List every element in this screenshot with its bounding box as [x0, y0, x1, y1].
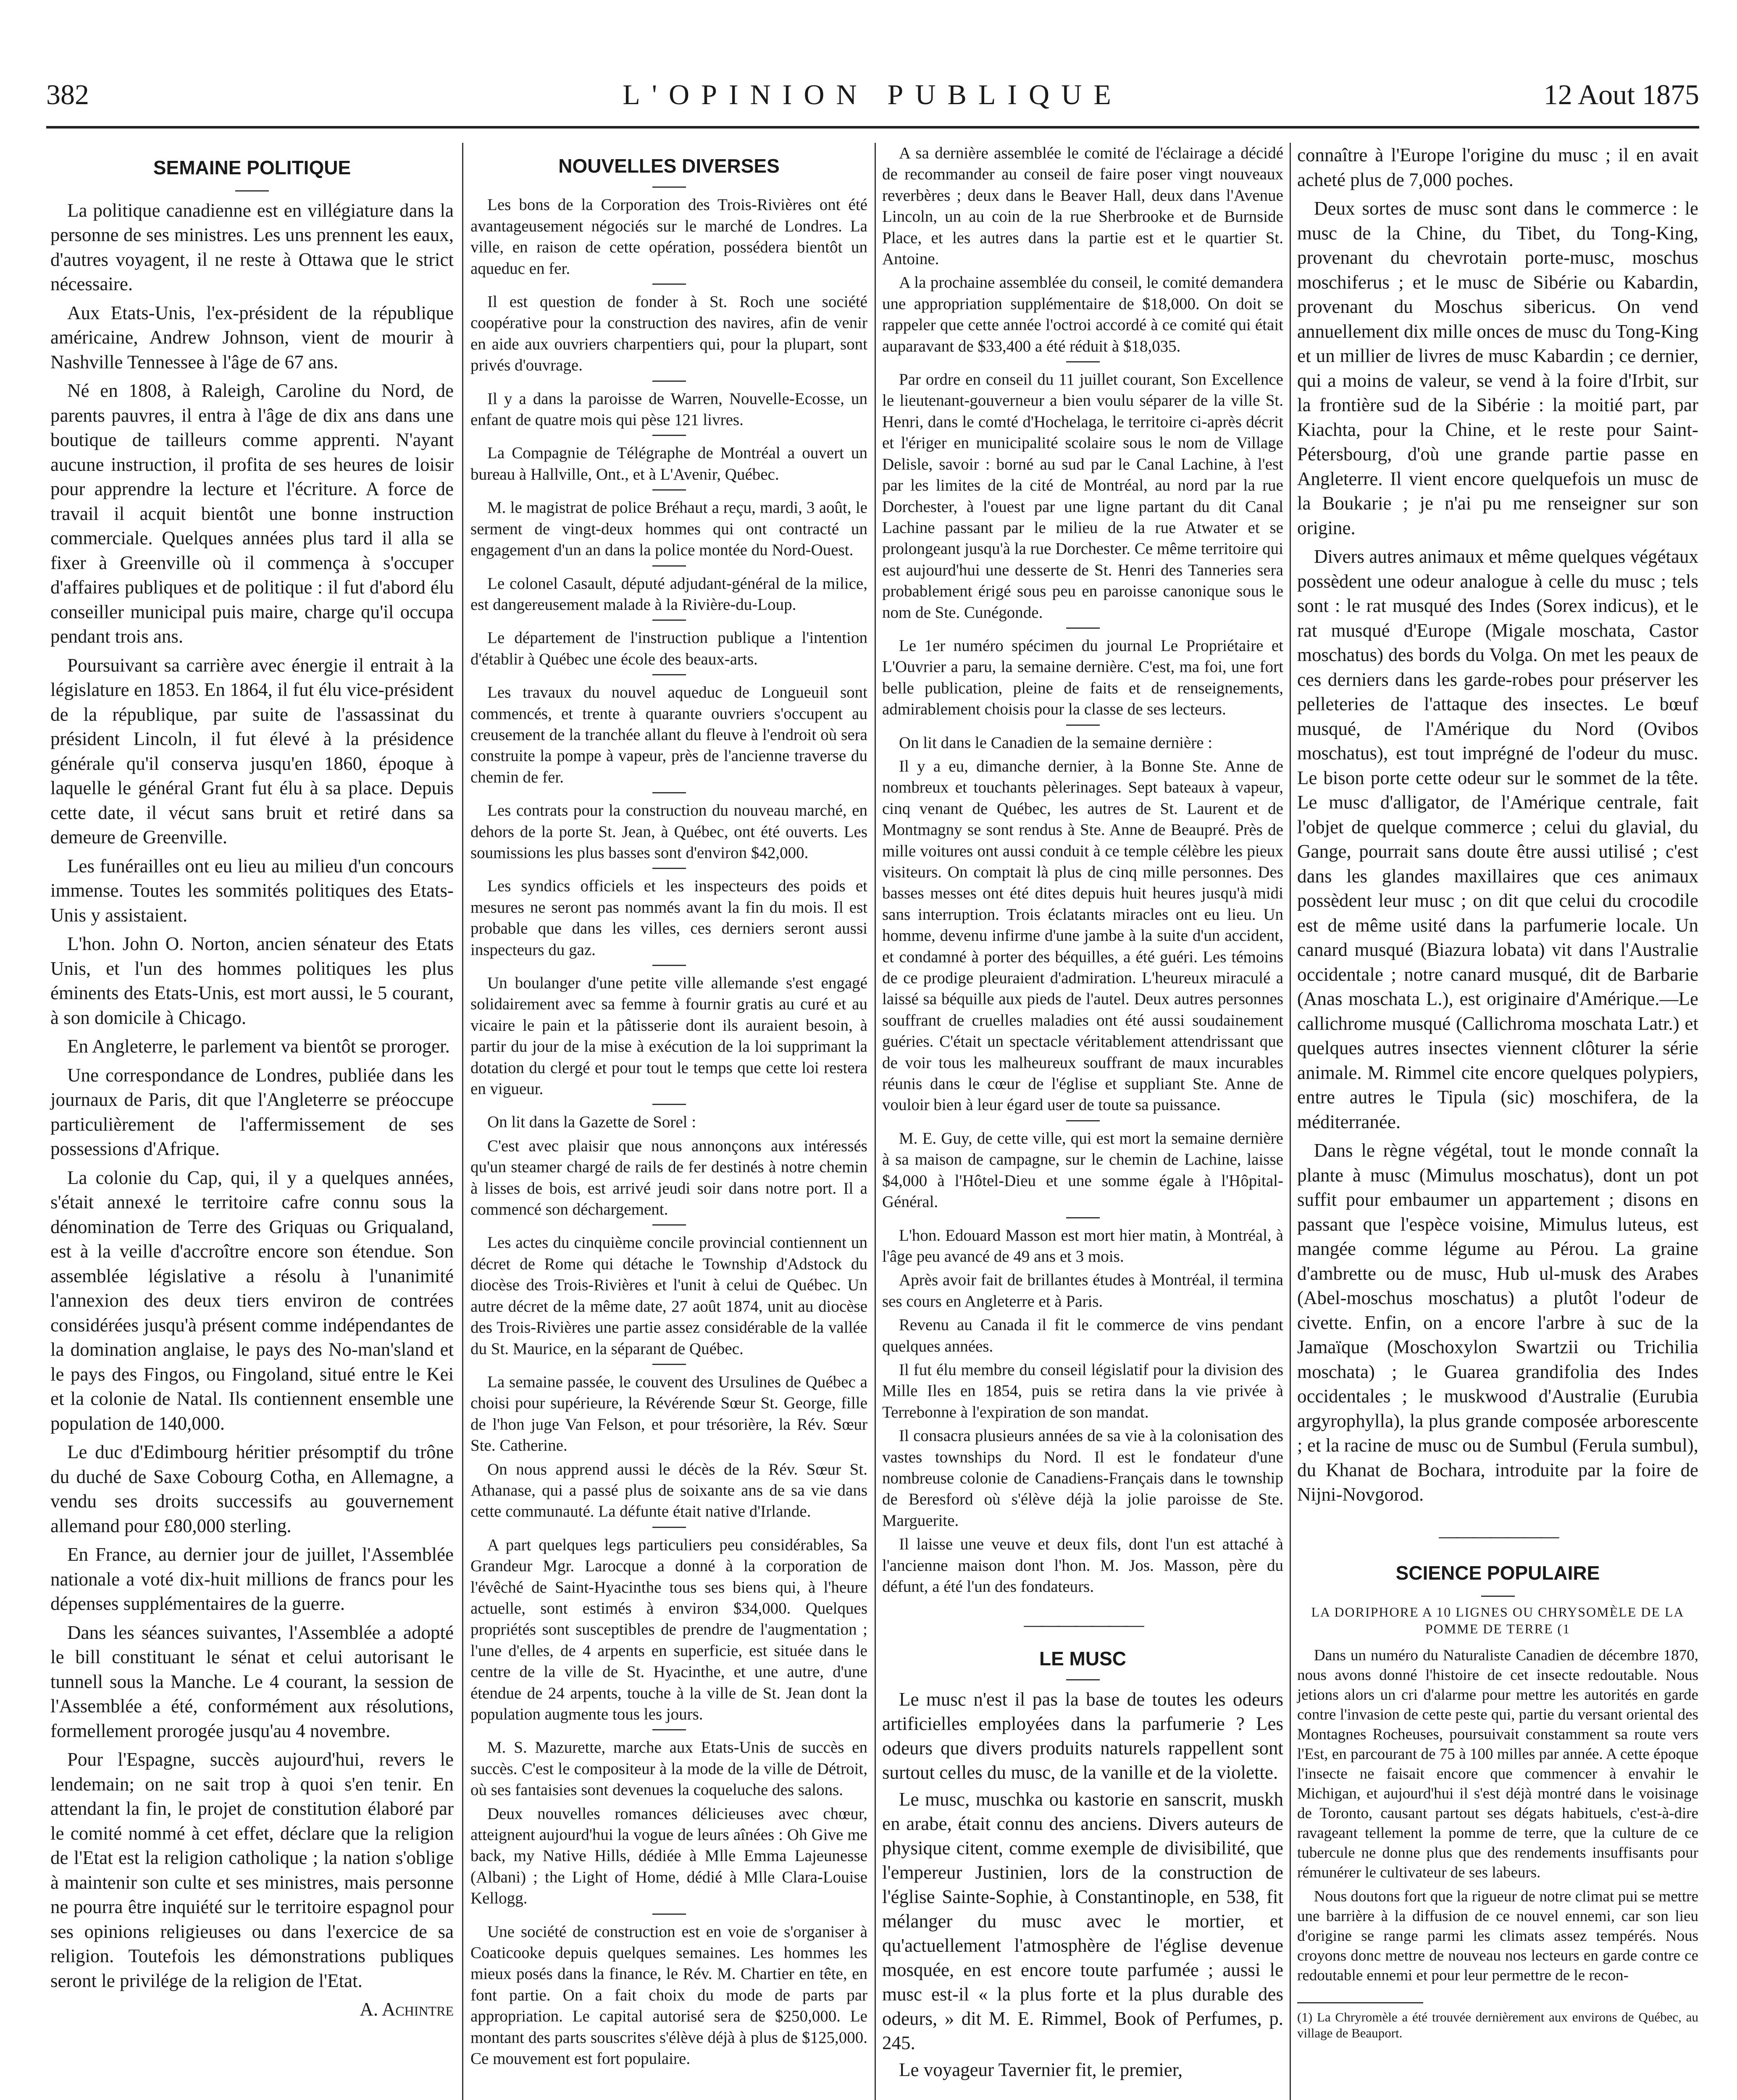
item-separator — [652, 565, 686, 567]
section-ornament: ——————— — [1024, 1614, 1142, 1635]
item-separator — [652, 965, 686, 966]
section-title: LE MUSC — [1039, 1647, 1126, 1670]
news-item: Après avoir fait de brillantes études à Montréal, il termina ses cours en Angleterre et à Paris. — [882, 1271, 1283, 1310]
news-item: Il y a dans la paroisse de Warren, Nouvelle-Ecosse, un enfant de quatre mois qui pèse 121 livres. — [470, 389, 867, 429]
article-paragraph: Poursuivant sa carrière avec énergie il entrait à la législature en 1853. En 1864, il fut élu vice-président de la république, par suite de l'assassinat du président Lincoln, il fut élevé à la présidence générale qu'il conserva jusqu'en 1860, époque à laquelle le général Grant fut élu à sa place. Depuis cette date, il vécut sans bruit et retiré dans sa demeure de Greenville. — [50, 654, 454, 848]
article-paragraph: Né en 1808, à Raleigh, Caroline du Nord, de parents pauvres, il entra à l'âge de dix ans dans une boutique de tailleurs comme apprenti. N'ayant aucune instruction, il profita de ses heures de loisir pour apprendre la lecture et l'écriture. A force de travail il acquit bientôt une bonne instruction commerciale. Quelques années plus tard il alla se fixer à Greenville où il commença à s'occuper d'affaires publiques et de politique : il fut d'abord élu conseiller municipal puis maire, charge qu'il occupa pendant trois ans. — [50, 380, 454, 647]
column-divider — [462, 143, 463, 2100]
article-paragraph: Dans les séances suivantes, l'Assemblée a adopté le bill constituant le sénat et celui autorisant le tunnell sous la Manche. Le 4 courant, la session de l'Assemblée a été, conformément aux résolutions, formellement prorogée jusqu'au 4 novembre. — [50, 1622, 454, 1741]
article-paragraph: En France, au dernier jour de juillet, l'Assemblée nationale a voté dix-huit millions de francs pour les dépenses supplémentaires de la guerre. — [50, 1544, 454, 1614]
article-body — [882, 1687, 1283, 2082]
item-separator — [652, 1527, 686, 1528]
section-title: NOUVELLES DIVERSES — [558, 155, 780, 177]
footnote-rule — [1297, 2002, 1423, 2003]
item-separator — [652, 868, 686, 869]
news-item: Il fut élu membre du conseil législatif pour la division des Mille Iles en 1854, puis se retira dans la vie privée à Terrebonne à l'expiration de son mandat. — [882, 1360, 1283, 1421]
news-item: M. le magistrat de police Bréhaut a reçu, mardi, 3 août, le serment de vingt-deux hommes qui ont contracté un engagement d'un an dans la police montée du Nord-Ouest. — [470, 499, 867, 559]
news-item: Il laisse une veuve et deux fils, dont l'un est attaché à l'ancienne maison dont l'hon. M. Jos. Masson, père du défunt, a été l'un des fondateurs. — [882, 1535, 1283, 1596]
article-paragraph: Les funérailles ont eu lieu au milieu d'un concours immense. Toutes les sommités politiques des Etats-Unis y assistaient. — [50, 855, 454, 926]
section-ornament: ——————— — [1439, 1525, 1557, 1546]
item-separator — [1066, 724, 1100, 726]
news-item: Une société de construction est en voie de s'organiser à Coaticooke depuis quelques semaines. Les hommes les mieux posés dans la finance, le Rév. M. Chartier en tête, en font partie. On a fait choix du mode de parts par appropriation. Le capital autorisé sera de $250,000. Le montant des parts souscrites s'élève déjà à plus de $125,000. Ce mouvement est fort populaire. — [470, 1922, 867, 2068]
article-paragraph: La colonie du Cap, qui, il y a quelques années, s'était annexé le territoire cafre connu sous la dénomination de Terre des Griquas ou Griqualand, est à la veille d'accroître encore son étendue. Son assemblée législative a résolu à l'unanimité l'annexion des deux tiers environ de contrées considérées jusqu'à présent comme indépendantes de la domination anglaise, le pays des No-man'sland et le pays des Fingos, ou Fingoland, situé entre le Kei et la colonie de Natal. Ils contiennent ensemble une population de 140,000. — [50, 1167, 454, 1434]
item-separator — [1066, 1120, 1100, 1121]
header-rule — [46, 126, 1699, 129]
news-item: Les bons de la Corporation des Trois-Rivières ont été avantageusement négociés sur le marché de Londres. La ville, en raison de cette opération, possédera bientôt un aqueduc en fer. — [470, 196, 867, 278]
title-rule — [1481, 1596, 1515, 1597]
title-rule — [652, 186, 686, 188]
news-item: Il est question de fonder à St. Roch une société coopérative pour la construction des navires, afin de venir en aide aux ouvriers charpentiers qui, pour la plupart, sont privés d'ouvrage. — [470, 293, 867, 375]
news-item: M. S. Mazurette, marche aux Etats-Unis de succès en succès. C'est le compositeur à la mode de la ville de Détroit, où ses fantaisies sont devenues la coqueluche des salons. — [470, 1738, 867, 1799]
item-separator — [652, 1729, 686, 1730]
news-item: Revenu au Canada il fit le commerce de vins pendant quelques années. — [882, 1316, 1283, 1355]
news-item: A sa dernière assemblée le comité de l'éclairage a décidé de recommander au conseil de faire poser vingt nouveaux reverbères ; deux dans le Beaver Hall, deux dans l'Avenue Lincoln, un au coin de la rue Sherbrooke et de Burnside Place, et les autres dans la partie est et le quartier St. Antoine. — [882, 144, 1283, 268]
article-paragraph: Dans un numéro du Naturaliste Canadien de décembre 1870, nous avons donné l'histoire de cet insecte redoutable. Nous jetions alors un cri d'alarme pour mettre les autorités en garde contre l'invasion de cette peste qui, partie du versant oriental des Montagnes Rocheuses, poursuivait constamment sa route vers l'Est, en parcourant de 75 à 100 milles par année. A cette époque l'insecte ne faisait encore que commencer à envahir le Michigan, et aujourd'hui il s'est déjà montré dans le voisinage de Toronto, causant partout ses dégats habituels, c'est-à-dire ravageant tellement la pomme de terre, que la culture de ce tubercule ne donne plus que des rendements insuffisants pour rémunérer le cultivateur de ses labeurs. — [1297, 1646, 1698, 1881]
column-divider — [875, 143, 876, 2100]
news-item: L'hon. Edouard Masson est mort hier matin, à Montréal, à l'âge peu avancé de 49 ans et 3 mois. — [882, 1226, 1283, 1265]
article-paragraph: L'hon. John O. Norton, ancien sénateur des Etats Unis, et l'un des hommes politiques les plus éminents des Etats-Unis, est mort aussi, le 5 courant, à son domicile à Chicago. — [50, 933, 454, 1028]
news-item: La Compagnie de Télégraphe de Montréal a ouvert un bureau à Hallville, Ont., et à L'Avenir, Québec. — [470, 444, 867, 483]
item-separator — [652, 381, 686, 382]
page-header — [46, 78, 1699, 124]
news-item: On lit dans la Gazette de Sorel : — [487, 1113, 696, 1131]
news-item: Deux nouvelles romances délicieuses avec chœur, atteignent aujourd'hui la vogue de leurs aînées : Oh Give me back, my Native Hills, dédiée à Mlle Emma Lajeunesse (Albani) ; the Light of Home, dédié à Mlle Clara-Louise Kellogg. — [470, 1804, 867, 1908]
title-rule — [1066, 1679, 1100, 1680]
article-paragraph: connaître à l'Europe l'origine du musc ; il en avait acheté plus de 7,000 poches. — [1297, 144, 1698, 190]
article-body — [1297, 1646, 1698, 1985]
item-separator — [652, 1914, 686, 1915]
news-item: A part quelques legs particuliers peu considérables, Sa Grandeur Mgr. Larocque a donné à la corporation de l'évêché de Saint-Hyacinthe tous ses biens qui, à l'heure actuelle, sont estimés à environ $34,000. Quelques propriétés sont susceptibles de prendre de l'augmentation ; l'une d'elles, de 4 arpents en superficie, est située dans le centre de la ville de St. Hyacinthe, et une autre, d'une étendue de 24 arpents, touche à la ville de St. Jean dont la population augmente tous les jours. — [470, 1536, 867, 1723]
item-separator — [652, 1224, 686, 1226]
column-semaine-politique — [50, 151, 454, 2022]
item-separator — [652, 284, 686, 285]
news-item: On nous apprend aussi le décès de la Rév. Sœur St. Athanase, qui a passé plus de soixante ans de sa vie dans cette communauté. La défunte était native d'Irlande. — [470, 1460, 867, 1521]
article-paragraph: Le duc d'Edimbourg héritier présomptif du trône du duché de Saxe Cobourg Cotha, en Allemagne, a vendu ses droits successifs au gouvernement allemand pour £80,000 sterling. — [50, 1441, 454, 1536]
item-separator — [1066, 627, 1100, 629]
issue-date: 12 Aout 1875 — [1543, 79, 1699, 110]
column-nouvelles-diverses — [470, 151, 867, 2072]
item-separator — [652, 792, 686, 793]
article-paragraph: Une correspondance de Londres, publiée dans les journaux de Paris, dit que l'Angleterre se préoccupe particulièrement de l'affermissement de ses possessions d'Afrique. — [50, 1064, 454, 1159]
article-paragraph: Nous doutons fort que la rigueur de notre climat pui se mettre une barrière à la diffusion de ce nouvel ennemi, car son lieu d'origine se range parmi les climats assez tempérés. Nous croyons donc mettre de nouveau nos lecteurs en garde contre ce redoutable ennemi et pour leur permettre de le recon- — [1297, 1887, 1698, 1984]
item-separator — [1066, 361, 1100, 362]
item-separator — [652, 489, 686, 491]
article-paragraph: Le voyageur Tavernier fit, le premier, — [899, 2059, 1183, 2081]
article-paragraph: La politique canadienne est en villégiature dans la personne de ses ministres. Les uns prennent les eaux, d'autres voyagent, il ne reste à Ottawa que le strict nécessaire. — [50, 200, 454, 294]
news-item: La semaine passée, le couvent des Ursulines de Québec a choisi pour supérieure, la Révérende Sœur St. George, fille de l'hon juge Van Felson, et pour trésorière, la Rév. Sœur Ste. Catherine. — [470, 1373, 867, 1455]
article-paragraph: Pour l'Espagne, succès aujourd'hui, revers le lendemain; on ne sait trop à quoi s'en tenir. En attendant la fin, le projet de constitution élaboré par le comité nommé à cet effet, déclare que la religion de l'Etat est la religion catholique ; la nation s'oblige à maintenir son culte et ses ministres, mais personne ne pourra être inquiété sur le territoire espagnol pour ses opinions religieuses ou dans l'exercice de sa religion. Toutefois les démonstrations publiques seront le privilége de la religion de l'Etat. — [50, 1749, 454, 1991]
news-item: Un boulanger d'une petite ville allemande s'est engagé solidairement avec sa femme à fournir gratis au curé et au vicaire le pain et la pâtisserie dont ils auraient besoin, à partir du jour de la mise à exécution de la loi supprimant la dotation du clergé et pour tout le temps que cette loi restera en vigueur. — [470, 974, 867, 1098]
article-paragraph: Deux sortes de musc sont dans le commerce : le musc de la Chine, du Tibet, du Tong-King, provenant du chevrotain porte-musc, moschus moschiferus ; et le musc de Sibérie ou Kabardin, provenant du Moschus sibericus. On vend annuellement dix mille onces de musc du Tong-King et un millier de livres de musc Kabardin ; ce dernier, qui a moins de valeur, se vend à la foire d'Irbit, sur la frontière sud de la Sibérie : la moitié part, par Kiachta, pour la Chine, et le reste pour Saint-Pétersbourg, d'où une grande partie passe en Angleterre. Il vient encore quelquefois un musc de la Boukarie ; je n'ai pu me renseigner sur son origine. — [1297, 198, 1698, 538]
author-signature: A. Achintre — [360, 1999, 454, 2020]
item-separator — [1066, 1217, 1100, 1218]
article-paragraph: Le musc, muschka ou kastorie en sanscrit, muskh en arabe, était connu des anciens. Divers auteurs de physique citent, comme exemple de divisibilité, que l'empereur Justinien, lors de la construction de l'église Sainte-Sophie, à Constantinople, en 538, fit mélanger du musc avec le mortier, et qu'actuellement l'atmosphère de l'église devenue mosquée, en est encore toute parfumée ; aussi le musc est-il « la plus forte et la plus durable des odeurs, » dit M. E. Rimmel, Book of Perfumes, p. 245. — [882, 1789, 1283, 2054]
title-rule — [235, 190, 269, 192]
article-paragraph: Divers autres animaux et même quelques végétaux possèdent une odeur analogue à celle du musc ; tels sont : le rat musqué des Indes (Sorex indicus), et le rat musqué d'Europe (Migale moschata, Castor moschatus) des bords du Volga. On met les peaux de ces derniers dans les garde-robes pour préserver les pelleteries de l'attaque des insectes. Le bœuf musqué, de l'Amérique du Nord (Ovibos moschatus), est tout imprégné de l'odeur du musc. Le bison porte cette odeur sur le sommet de la tête. Le musc d'alligator, de l'Amérique centrale, fait l'objet de quelque commerce ; celui du glavial, du Gange, pourrait sans doute être aussi utilisé ; c'est dans les glandes maxillaires que ces animaux possèdent leur musc ; on dit que celui du crocodile est de même usité dans la parfumerie locale. Un canard musqué (Biazura lobata) vit dans l'Australie occidentale ; notre canard musqué, dit de Barbarie (Anas moschata L.), est originaire d'Amérique.—Le callichrome musqué (Callichroma moschata Latr.) et quelques autres insectes viennent clôturer la série animale. M. Rimmel cite encore quelques polypiers, entre autres le Tipula (sic) moschifera, de la méditerranée. — [1297, 546, 1698, 1132]
article-subheading: LA DORIPHORE A 10 LIGNES OU CHRYSOMÈLE DE LA POMME DE TERRE (1 — [1311, 1604, 1684, 1636]
article-paragraph: Aux Etats-Unis, l'ex-président de la république américaine, Andrew Johnson, vient de mourir à Nashville Tennessee à l'âge de 67 ans. — [50, 302, 454, 373]
column-divider — [1290, 143, 1291, 2100]
news-item: Les travaux du nouvel aqueduc de Longueuil sont commencés, et trente à quarante ouvriers s'occupent au creusement de la tranchée allant du fleuve à l'endroit où sera construite la pompe à vapeur, près de l'ancienne traverse du chemin de fer. — [470, 683, 867, 786]
news-item: Le département de l'instruction publique a l'intention d'établir à Québec une école des beaux-arts. — [470, 629, 867, 668]
news-item: On lit dans le Canadien de la semaine dernière : — [899, 733, 1213, 752]
item-separator — [652, 674, 686, 675]
news-item: M. E. Guy, de cette ville, qui est mort la semaine dernière à sa maison de campagne, sur le chemin de Lachine, laisse $4,000 à l'Hôtel-Dieu et une somme égale à l'Hôpital-Général. — [882, 1129, 1283, 1211]
news-item: Il y a eu, dimanche dernier, à la Bonne Ste. Anne de nombreux et touchants pèlerinages. Sept bateaux à vapeur, cinq venant de Québec, les autres de St. Laurent et de Montmagny se sont rendus à Ste. Anne de Beaupré. Près de mille voitures ont aussi conduit à ce temple célèbre les pieux visiteurs. On comptait là plus de cinq mille personnes. Des basses messes ont été dites depuis huit heures jusqu'à midi sans interruption. Trois éclatants miracles ont eu lieu. Un homme, devenu infirme d'une jambe à la suite d'un accident, et condamné à porter des béquilles, a été guéri. Les témoins de ce prodige pleuraient d'admiration. L'heureux miraculé a laissé sa béquille aux pieds de l'autel. Deux autres personnes souffrant de cruelles maladies ont été aussi soudainement guéries. C'était un spectacle véritablement attendrissant que de voir tous les malheureux souffrant de maux incurables réunis dans le cœur de l'église et suppliant Ste. Anne de vouloir bien à leur égard user de toute sa puissance. — [882, 757, 1283, 1114]
news-item: Le 1er numéro spécimen du journal Le Propriétaire et L'Ouvrier a paru, la semaine dernière. C'est, ma foi, une fort belle publication, pleine de faits et de renseignements, admirablement choisis pour la classe de ses lecteurs. — [882, 636, 1283, 719]
article-paragraph: En Angleterre, le parlement va bientôt se proroger. — [67, 1036, 450, 1057]
item-separator — [652, 1104, 686, 1105]
footnote: (1) La Chryromèle a été trouvée dernièrement aux environs de Québec, au village de Beauport. — [1297, 2009, 1698, 2040]
article-paragraph: Dans le règne végétal, tout le monde connaît la plante à musc (Mimulus moschatus), dont un pot suffit pour embaumer un appartement ; disons en passant que l'espèce voisine, Mimulus luteus, est mangée comme légume au Pérou. La graine d'ambrette ou de musc, Hub ul-musk des Arabes (Abel-moschus moschatus) a plutôt l'odeur de civette. Enfin, on a encore l'arbre à suc de la Jamaïque (Moschoxylon Swartzii ou Trichilia moschata) ; le Guarea grandifolia des Indes occidentales ; le muskwood d'Australie (Eurubia argyrophylla), la plus grande composée arborescente ; et la racine de musc ou de Sumbul (Ferula sumbul), du Khanat de Bochara, introduite par la foire de Nijni-Novgorod. — [1297, 1140, 1698, 1505]
news-item: Les actes du cinquième concile provincial contiennent un décret de Rome qui détache le Township d'Adstock du diocèse des Trois-Rivières et l'unit à celui de Québec. Un autre décret de la même date, 27 août 1874, unit au diocèse des Trois-Rivières une partie assez considérable de la vallée du St. Maurice, en la séparant de Québec. — [470, 1234, 867, 1358]
column-local-news — [882, 143, 1283, 2084]
news-item: Les contrats pour la construction du nouveau marché, en dehors de la porte St. Jean, à Québec, ont été ouverts. Les soumissions les plus basses sont d'environ $42,000. — [470, 801, 867, 862]
news-item: Il consacra plusieurs années de sa vie à la colonisation des vastes townships du Nord. Il est le fondateur d'une nombreuse colonie de Canadiens-Français dans le township de Beresford où s'élève déjà la jolie paroisse de Ste. Marguerite. — [882, 1427, 1283, 1530]
item-separator — [652, 1364, 686, 1365]
news-item: A la prochaine assemblée du conseil, le comité demandera une appropriation supplémentaire de $18,000. On doit se rappeler que cette année l'octroi accordé à ce comité qui était auparavant de $33,400 a été réduit à $18,035. — [882, 273, 1283, 355]
section-title: SEMAINE POLITIQUE — [153, 157, 351, 178]
article-paragraph: Le musc n'est il pas la base de toutes les odeurs artificielles employées dans la parfumerie ? Les odeurs que divers produits naturels rappellent sont surtout celles du musc, de la vanille et de la violette. — [882, 1689, 1283, 1783]
news-item: Le colonel Casault, député adjudant-général de la milice, est dangereusement malade à la Rivière-du-Loup. — [470, 574, 867, 614]
news-item: C'est avec plaisir que nous annonçons aux intéressés qu'un steamer chargé de rails de fer destinés à notre chemin à lisses de bois, est arrivé jeudi soir dans notre port. Il a commencé son déchargement. — [470, 1137, 867, 1219]
item-separator — [652, 620, 686, 621]
page-number: 382 — [46, 79, 89, 110]
item-separator — [652, 435, 686, 436]
section-title: SCIENCE POPULAIRE — [1395, 1562, 1600, 1584]
column-musc-science — [1297, 143, 1698, 2045]
news-item: Par ordre en conseil du 11 juillet courant, Son Excellence le lieutenant-gouverneur a bien voulu séparer de la ville St. Henri, dans le comté d'Hochelaga, le territoire ci-après décrit et l'ériger en municipalité scolaire sous le nom de Village Delisle, savoir : borné au sud par le Canal Lachine, à l'est par les limites de la cité de Montréal, au nord par la rue Dorchester, à l'ouest par une ligne partant du dit Canal Lachine passant par le milieu de la rue Atwater et se prolongeant jusqu'à la rue Dorchester. Ce même territoire qui est aujourd'hui une desserte de St. Henri des Tanneries sera probablement érigé sous peu en paroisse canonique sous le nom de Ste. Cunégonde. — [882, 370, 1283, 622]
newspaper-title: L'OPINION PUBLIQUE — [623, 79, 1123, 110]
news-item: Les syndics officiels et les inspecteurs des poids et mesures ne seront pas nommés avant la fin du mois. Il est probable que dans les villes, ces derniers seront aussi inspecteurs du gaz. — [470, 877, 867, 959]
